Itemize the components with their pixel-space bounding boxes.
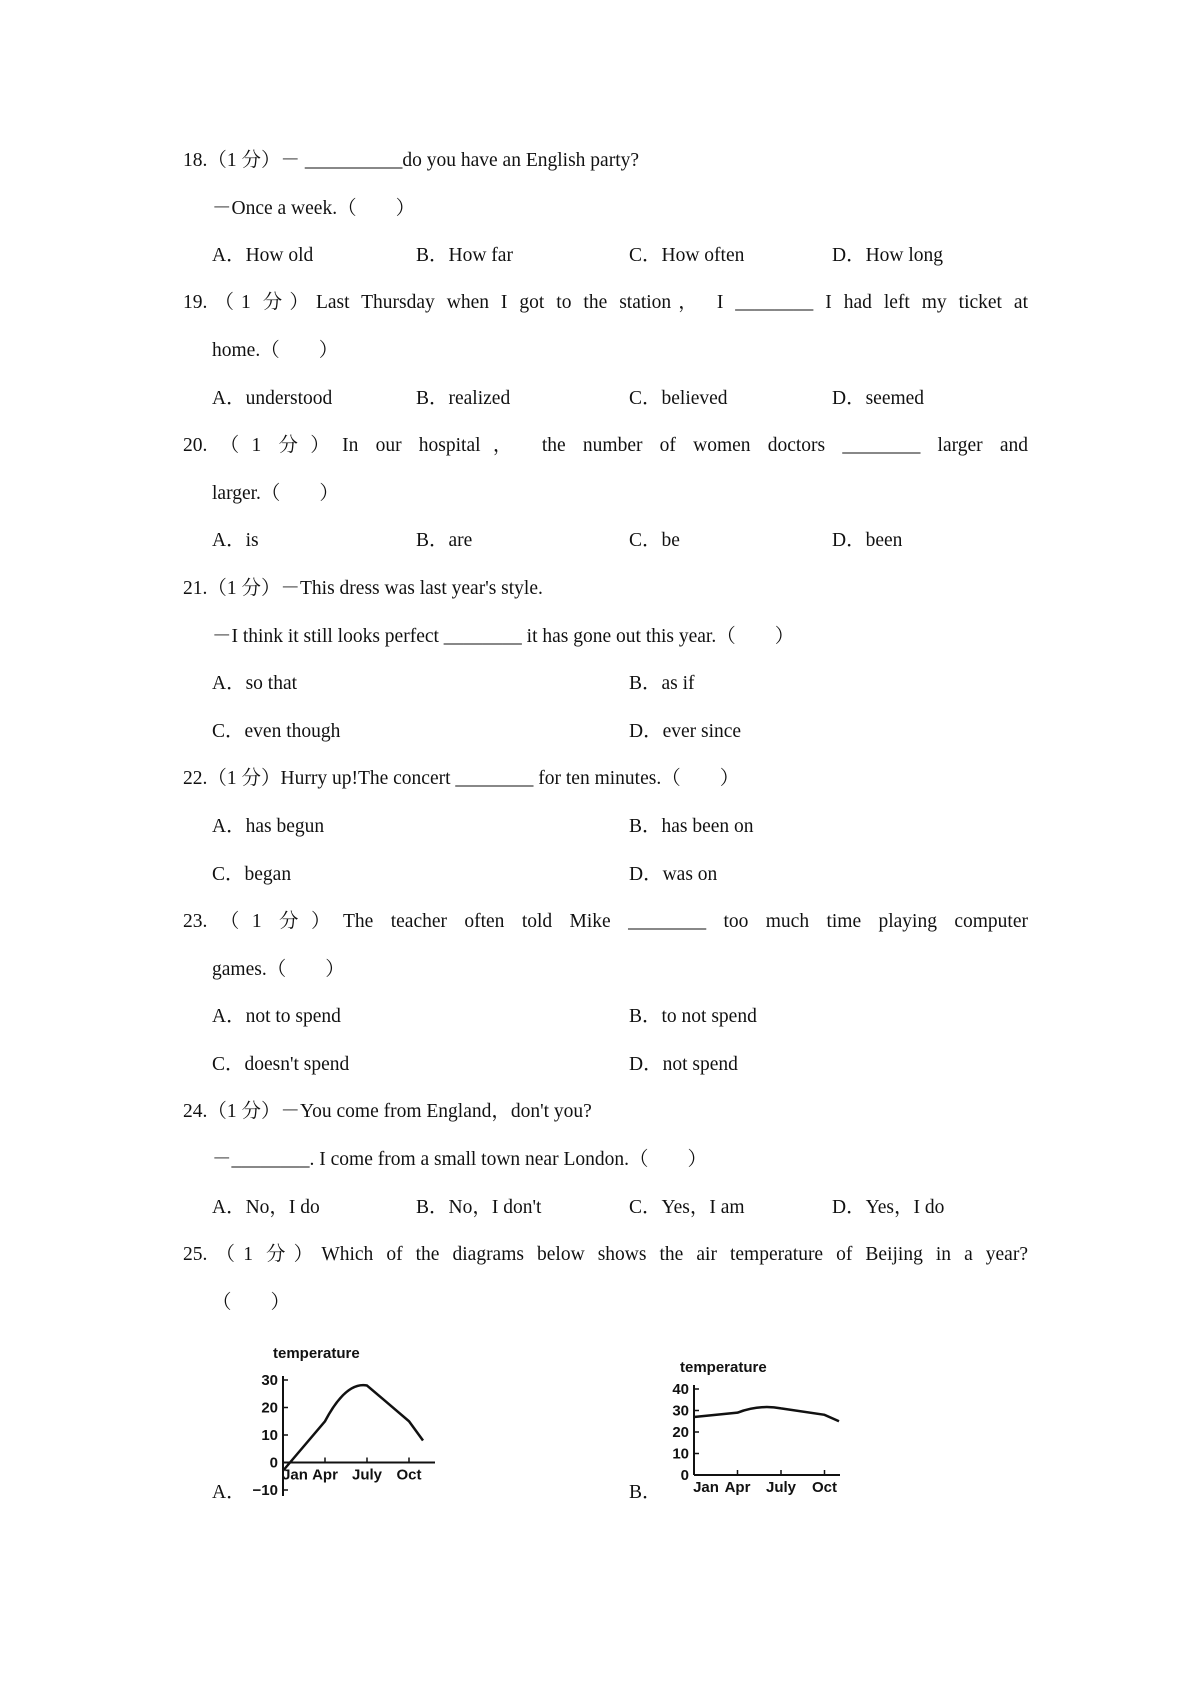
chart-a-ylabel: temperature — [273, 1345, 360, 1362]
chart-b-ytick-label-2: 20 — [672, 1424, 689, 1441]
question-18-reply: －Once a week.（ ） — [212, 198, 416, 219]
option-24-d[interactable]: D．Yes，I do — [832, 1197, 945, 1218]
chart-b-ytick-label-3: 30 — [672, 1402, 689, 1420]
option-24-b[interactable]: B．No，I don't — [416, 1197, 542, 1218]
chart-b-ytick-label-0: 0 — [680, 1467, 689, 1484]
question-25-stem: 25.（1 分）Which of the diagrams below shows the air temperature of Beijing in a year? — [183, 1244, 1028, 1265]
option-20-b[interactable]: B．are — [416, 530, 473, 551]
chart-a-xtick-label-1: Apr — [312, 1466, 338, 1484]
chart-b-ytick-label-1: 10 — [672, 1445, 689, 1463]
option-20-c[interactable]: C．be — [629, 530, 680, 551]
chart-a-xtick-label-0: Jan — [282, 1466, 308, 1484]
option-18-d[interactable]: D．How long — [832, 245, 944, 266]
question-19-continuation: home.（ ） — [212, 340, 339, 361]
question-20-continuation: larger.（ ） — [212, 483, 339, 504]
option-20-a[interactable]: A．is — [212, 530, 259, 551]
question-20-stem: 20.（1 分）In our hospital， the number of women doctors ________ larger and — [183, 435, 1028, 456]
option-19-a[interactable]: A．understood — [212, 388, 333, 409]
option-21-d[interactable]: D．ever since — [629, 721, 742, 742]
option-19-c[interactable]: C．believed — [629, 388, 728, 409]
question-23-continuation: games.（ ） — [212, 959, 345, 980]
chart-b — [660, 1355, 880, 1515]
option-23-c[interactable]: C．doesn't spend — [212, 1054, 350, 1075]
option-23-a[interactable]: A．not to spend — [212, 1006, 341, 1027]
chart-b-xtick-label-1: Apr — [724, 1479, 751, 1496]
chart-a-ytick-label-0: −10 — [252, 1482, 278, 1499]
option-21-c[interactable]: C．even though — [212, 721, 341, 742]
question-23-stem: 23.（1 分）The teacher often told Mike ________ too much time playing computer — [183, 911, 1028, 932]
question-18-stem: 18.（1 分）－ __________do you have an English party? — [183, 150, 640, 171]
option-21-a[interactable]: A．so that — [212, 673, 298, 694]
question-19-stem: 19.（1 分）Last Thursday when I got to the station， I ________ I had left my ticket at — [183, 292, 1028, 313]
option-22-c[interactable]: C．began — [212, 864, 292, 885]
option-23-b[interactable]: B．to not spend — [629, 1006, 757, 1027]
option-22-d[interactable]: D．was on — [629, 864, 718, 885]
option-23-d[interactable]: D．not spend — [629, 1054, 738, 1075]
option-24-c[interactable]: C．Yes，I am — [629, 1197, 745, 1218]
option-20-d[interactable]: D．been — [832, 530, 903, 551]
chart-a-ytick-label-2: 10 — [261, 1427, 278, 1444]
option-22-b[interactable]: B．has been on — [629, 816, 754, 837]
question-21-stem: 21.（1 分）－This dress was last year's style. — [183, 578, 543, 599]
option-18-a[interactable]: A．How old — [212, 245, 314, 266]
chart-a-svg — [245, 1340, 465, 1510]
question-24-stem: 24.（1 分）－You come from England，don't you? — [183, 1101, 592, 1122]
option-19-d[interactable]: D．seemed — [832, 388, 925, 409]
chart-b-xtick-label-2: July — [765, 1479, 797, 1496]
chart-a-ytick-label-3: 20 — [261, 1399, 278, 1417]
chart-b-xtick-label-3: Oct — [811, 1479, 838, 1496]
option-18-b[interactable]: B．How far — [416, 245, 513, 266]
question-25-continuation: （ ） — [212, 1292, 291, 1313]
option-18-c[interactable]: C．How often — [629, 245, 745, 266]
chart-b-xtick-label-0: Jan — [693, 1479, 719, 1496]
chart-b-ytick-label-4: 40 — [672, 1381, 689, 1398]
chart-b-svg — [660, 1355, 880, 1515]
question-24-reply: －________. I come from a small town near London.（ ） — [212, 1149, 707, 1170]
chart-a-ytick-label-1: 0 — [269, 1454, 278, 1472]
chart-a-xtick-label-3: Oct — [396, 1466, 422, 1484]
chart-b-series-line — [694, 1407, 839, 1421]
option-24-a[interactable]: A．No，I do — [212, 1197, 320, 1218]
question-21-reply: －I think it still looks perfect ________ it has gone out this year.（ ） — [212, 626, 795, 647]
question-22-stem: 22.（1 分）Hurry up!The concert ________ for ten minutes.（ ） — [183, 768, 740, 789]
option-22-a[interactable]: A．has begun — [212, 816, 325, 837]
chart-a-series-line — [283, 1385, 423, 1471]
chart-a — [245, 1340, 465, 1510]
chart-a-ytick-label-4: 30 — [261, 1372, 278, 1389]
option-25-b[interactable]: B． — [629, 1482, 662, 1503]
chart-a-xtick-label-2: July — [351, 1466, 383, 1484]
chart-b-ylabel: temperature — [680, 1359, 767, 1376]
option-25-a[interactable]: A． — [212, 1482, 246, 1503]
option-19-b[interactable]: B．realized — [416, 388, 511, 409]
option-21-b[interactable]: B．as if — [629, 673, 695, 694]
